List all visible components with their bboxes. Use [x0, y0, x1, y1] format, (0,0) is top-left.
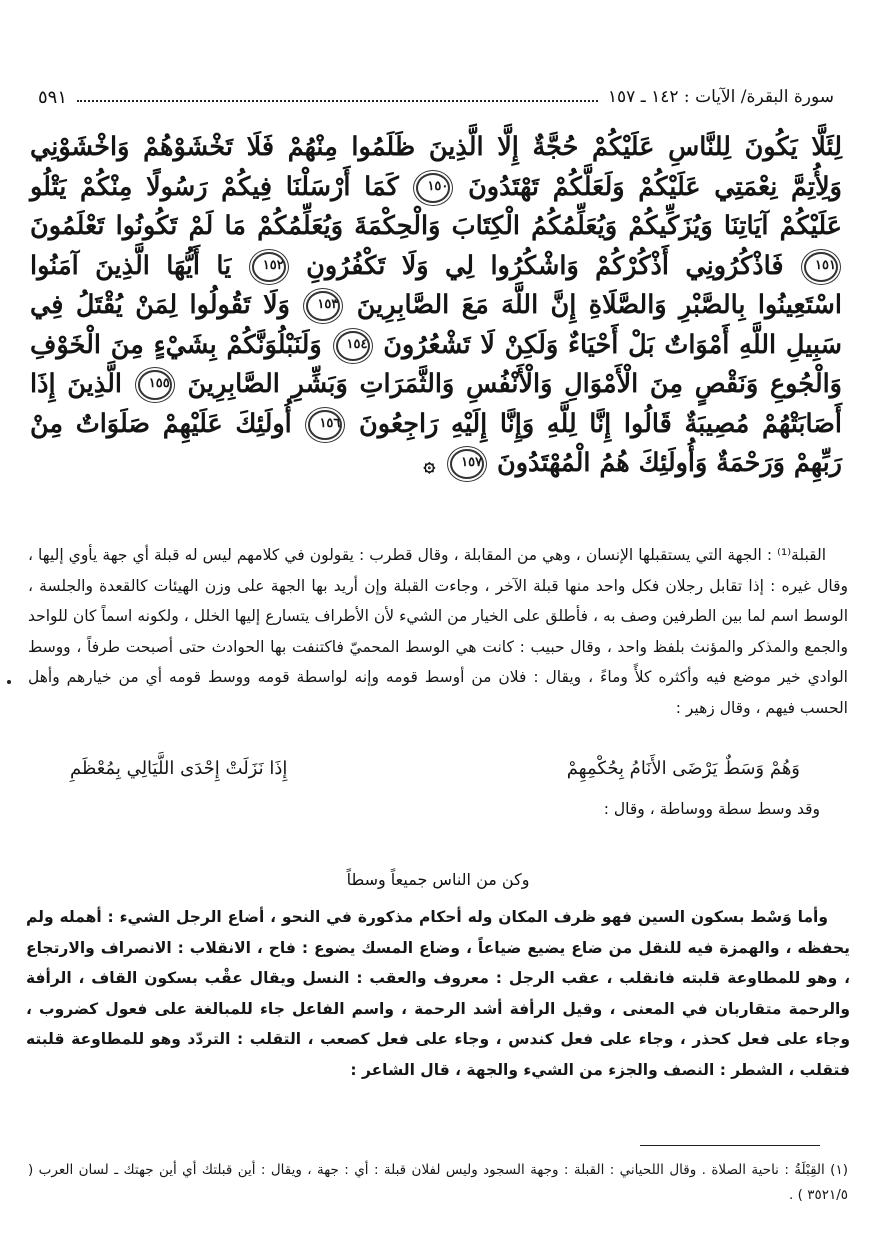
ayah-text: يَا أَيُّهَا الَّذِينَ آمَنُوا اسْتَعِينُوا بِالصَّبْرِ وَالصَّلَاةِ إِنَّ اللَّهَ مَعَ الصَّابِرِينَ: [30, 250, 842, 320]
quran-text-block: [30, 128, 842, 485]
poetry-verse: [70, 758, 800, 779]
ayah-number-marker: ١٥٦: [308, 410, 342, 440]
ayah-text: وَلَنَبْلُوَنَّكُمْ بِشَيْءٍ مِنَ الْخَوْفِ وَالْجُوعِ وَنَقْصٍ مِنَ الْأَمْوَالِ وَالْأَنْفُسِ وَالثَّمَرَاتِ وَبَشِّرِ الصَّابِرِينَ: [30, 329, 842, 399]
footnote-block: [28, 1158, 848, 1208]
ayah-number-marker: ١٥٧: [450, 449, 484, 479]
footnote-separator: [640, 1145, 820, 1146]
section-end-ornament-icon: ۞: [423, 452, 436, 476]
ayah-number-marker: ١٥٥: [138, 370, 172, 400]
commentary-block: [28, 540, 848, 723]
verse-first-hemistich: وَهُمْ وَسَطٌ يَرْضَى الأَنَامُ بِحُكْمِهِمْ: [566, 758, 800, 779]
ayah-text: لِئَلَّا يَكُونَ لِلنَّاسِ عَلَيْكُمْ حُجَّةٌ إِلَّا الَّذِينَ ظَلَمُوا مِنْهُمْ فَلَا تَخْشَوْهُمْ وَاخْشَوْنِي وَلِأُتِمَّ نِعْمَتِي عَلَيْكُمْ وَلَعَلَّكُمْ تَهْتَدُونَ: [30, 132, 842, 202]
commentary-block-2: [26, 902, 850, 1085]
ayah-number-marker: ١٥٤: [336, 331, 370, 361]
commentary-paragraph: القبلة⁽¹⁾ : الجهة التي يستقبلها الإنسان ، وهي من المقابلة ، وقال قطرب : يقولون في كلامهم ليس له قبلة أي جهة يأوي إليها ، وقال غيره : إذا تقابل رجلان فكل واحد منها قبلة الآخر ، وجاءت القبلة وإن أريد بها الجهة على وزن الهيئات كالقعدة والجلسة ، الوسط اسم لما بين الطرفين وصف به ، فأطلق على الخيار من الشيء لأن الأطراف يتسارع إليها الخلل ، ولكونه اسماً كان للواحد والجمع والمذكر والمؤنث بلفظ واحد ، وقال حبيب : كانت هي الوسط المحميّ فاكتنفت بها الحوادث حتى أصبحت طرفاً ، ووسط الوادي خير موضع فيه وأكثره كلأً وماءً ، ويقال : فلان من أوسط قومه وإنه لواسطة قومه ووسط قومه أي من خيارهم وأهل الحسب فيهم ، وقال زهير :: [28, 546, 848, 717]
page-number: ٥٩١: [38, 86, 68, 108]
commentary-paragraph: وأما وَسْط بسكون السين فهو ظرف المكان وله أحكام مذكورة في النحو ، أضاع الرجل الشيء : أهمله ولم يحفظه ، والهمزة فيه للنقل من ضاع يضيع ضياعاً ، وضاع المسك يضوع : فاح ، الانقلاب : الانصراف والارتجاع ، وهو للمطاوعة قلبته فانقلب ، عقب الرجل : معروف والعقب : النسل ويقال عقْب بسكون القاف ، الرأفة والرحمة متقاربان في المعنى ، وقيل الرأفة أشد الرحمة ، واسم الفاعل جاء للمبالغة على فعول كضروب ، وجاء على فعل كحذر ، وجاء على فعل كندس ، وجاء على فعل كصعب ، التقلب : التردّد وهو للمطاوعة قلبته فتقلب ، الشطر : النصف والجزء من الشيء والجهة ، قال الشاعر :: [26, 908, 850, 1079]
ayah-text: فَاذْكُرُونِي أَذْكُرْكُمْ وَاشْكُرُوا لِي وَلَا تَكْفُرُونِ: [306, 250, 784, 281]
margin-dot: [7, 680, 11, 684]
centered-verse-line: وكن من الناس جميعاً وسطاً: [346, 870, 530, 889]
page-header: [38, 82, 834, 112]
verse-second-hemistich: إِذَا نَزَلَتْ إِحْدَى اللَّيَالِي بِمُعْظَمِ: [70, 758, 288, 779]
ayah-number-marker: ١٥٣: [306, 291, 340, 321]
footnote-text: (١) القِبْلَةُ : ناحية الصلاة . وقال اللحياني : القبلة : وجهة السجود وليس لفلان قبلة : أي : جهة ، ويقال : أين قبلتك أي أين جهتك ـ لسان العرب ( ٣٥٢١/٥ ) .: [28, 1162, 848, 1203]
ayah-number-marker: ١٥٠: [416, 173, 450, 203]
quote-intro-line: وقد وسط سطة ووساطة ، وقال :: [603, 800, 820, 818]
surah-range-title: سورة البقرة/ الآيات : ١٤٢ ـ ١٥٧: [607, 87, 834, 107]
ayah-text: أُولَئِكَ عَلَيْهِمْ صَلَوَاتٌ مِنْ رَبِّهِمْ وَرَحْمَةٌ وَأُولَئِكَ هُمُ الْمُهْتَدُونَ: [30, 408, 842, 478]
ayah-number-marker: ١٥٢: [252, 252, 286, 282]
ayah-text: وَلَا تَقُولُوا لِمَنْ يُقْتَلُ فِي سَبِيلِ اللَّهِ أَمْوَاتٌ بَلْ أَحْيَاءٌ وَلَكِنْ لَا تَشْعُرُونَ: [30, 290, 842, 360]
ayah-text: الَّذِينَ إِذَا أَصَابَتْهُمْ مُصِيبَةٌ قَالُوا إِنَّا لِلَّهِ وَإِنَّا إِلَيْهِ رَاجِعُونَ: [30, 369, 842, 439]
header-dotted-leader: [77, 100, 598, 102]
ayah-number-marker: ١٥١: [804, 252, 838, 282]
ayah-text: كَمَا أَرْسَلْنَا فِيكُمْ رَسُولًا مِنْكُمْ يَتْلُو عَلَيْكُمْ آيَاتِنَا وَيُزَكِّيكُمْ وَيُعَلِّمُكُمُ الْكِتَابَ وَالْحِكْمَةَ وَيُعَلِّمُكُمْ مَا لَمْ تَكُونُوا تَعْلَمُونَ: [30, 171, 842, 241]
